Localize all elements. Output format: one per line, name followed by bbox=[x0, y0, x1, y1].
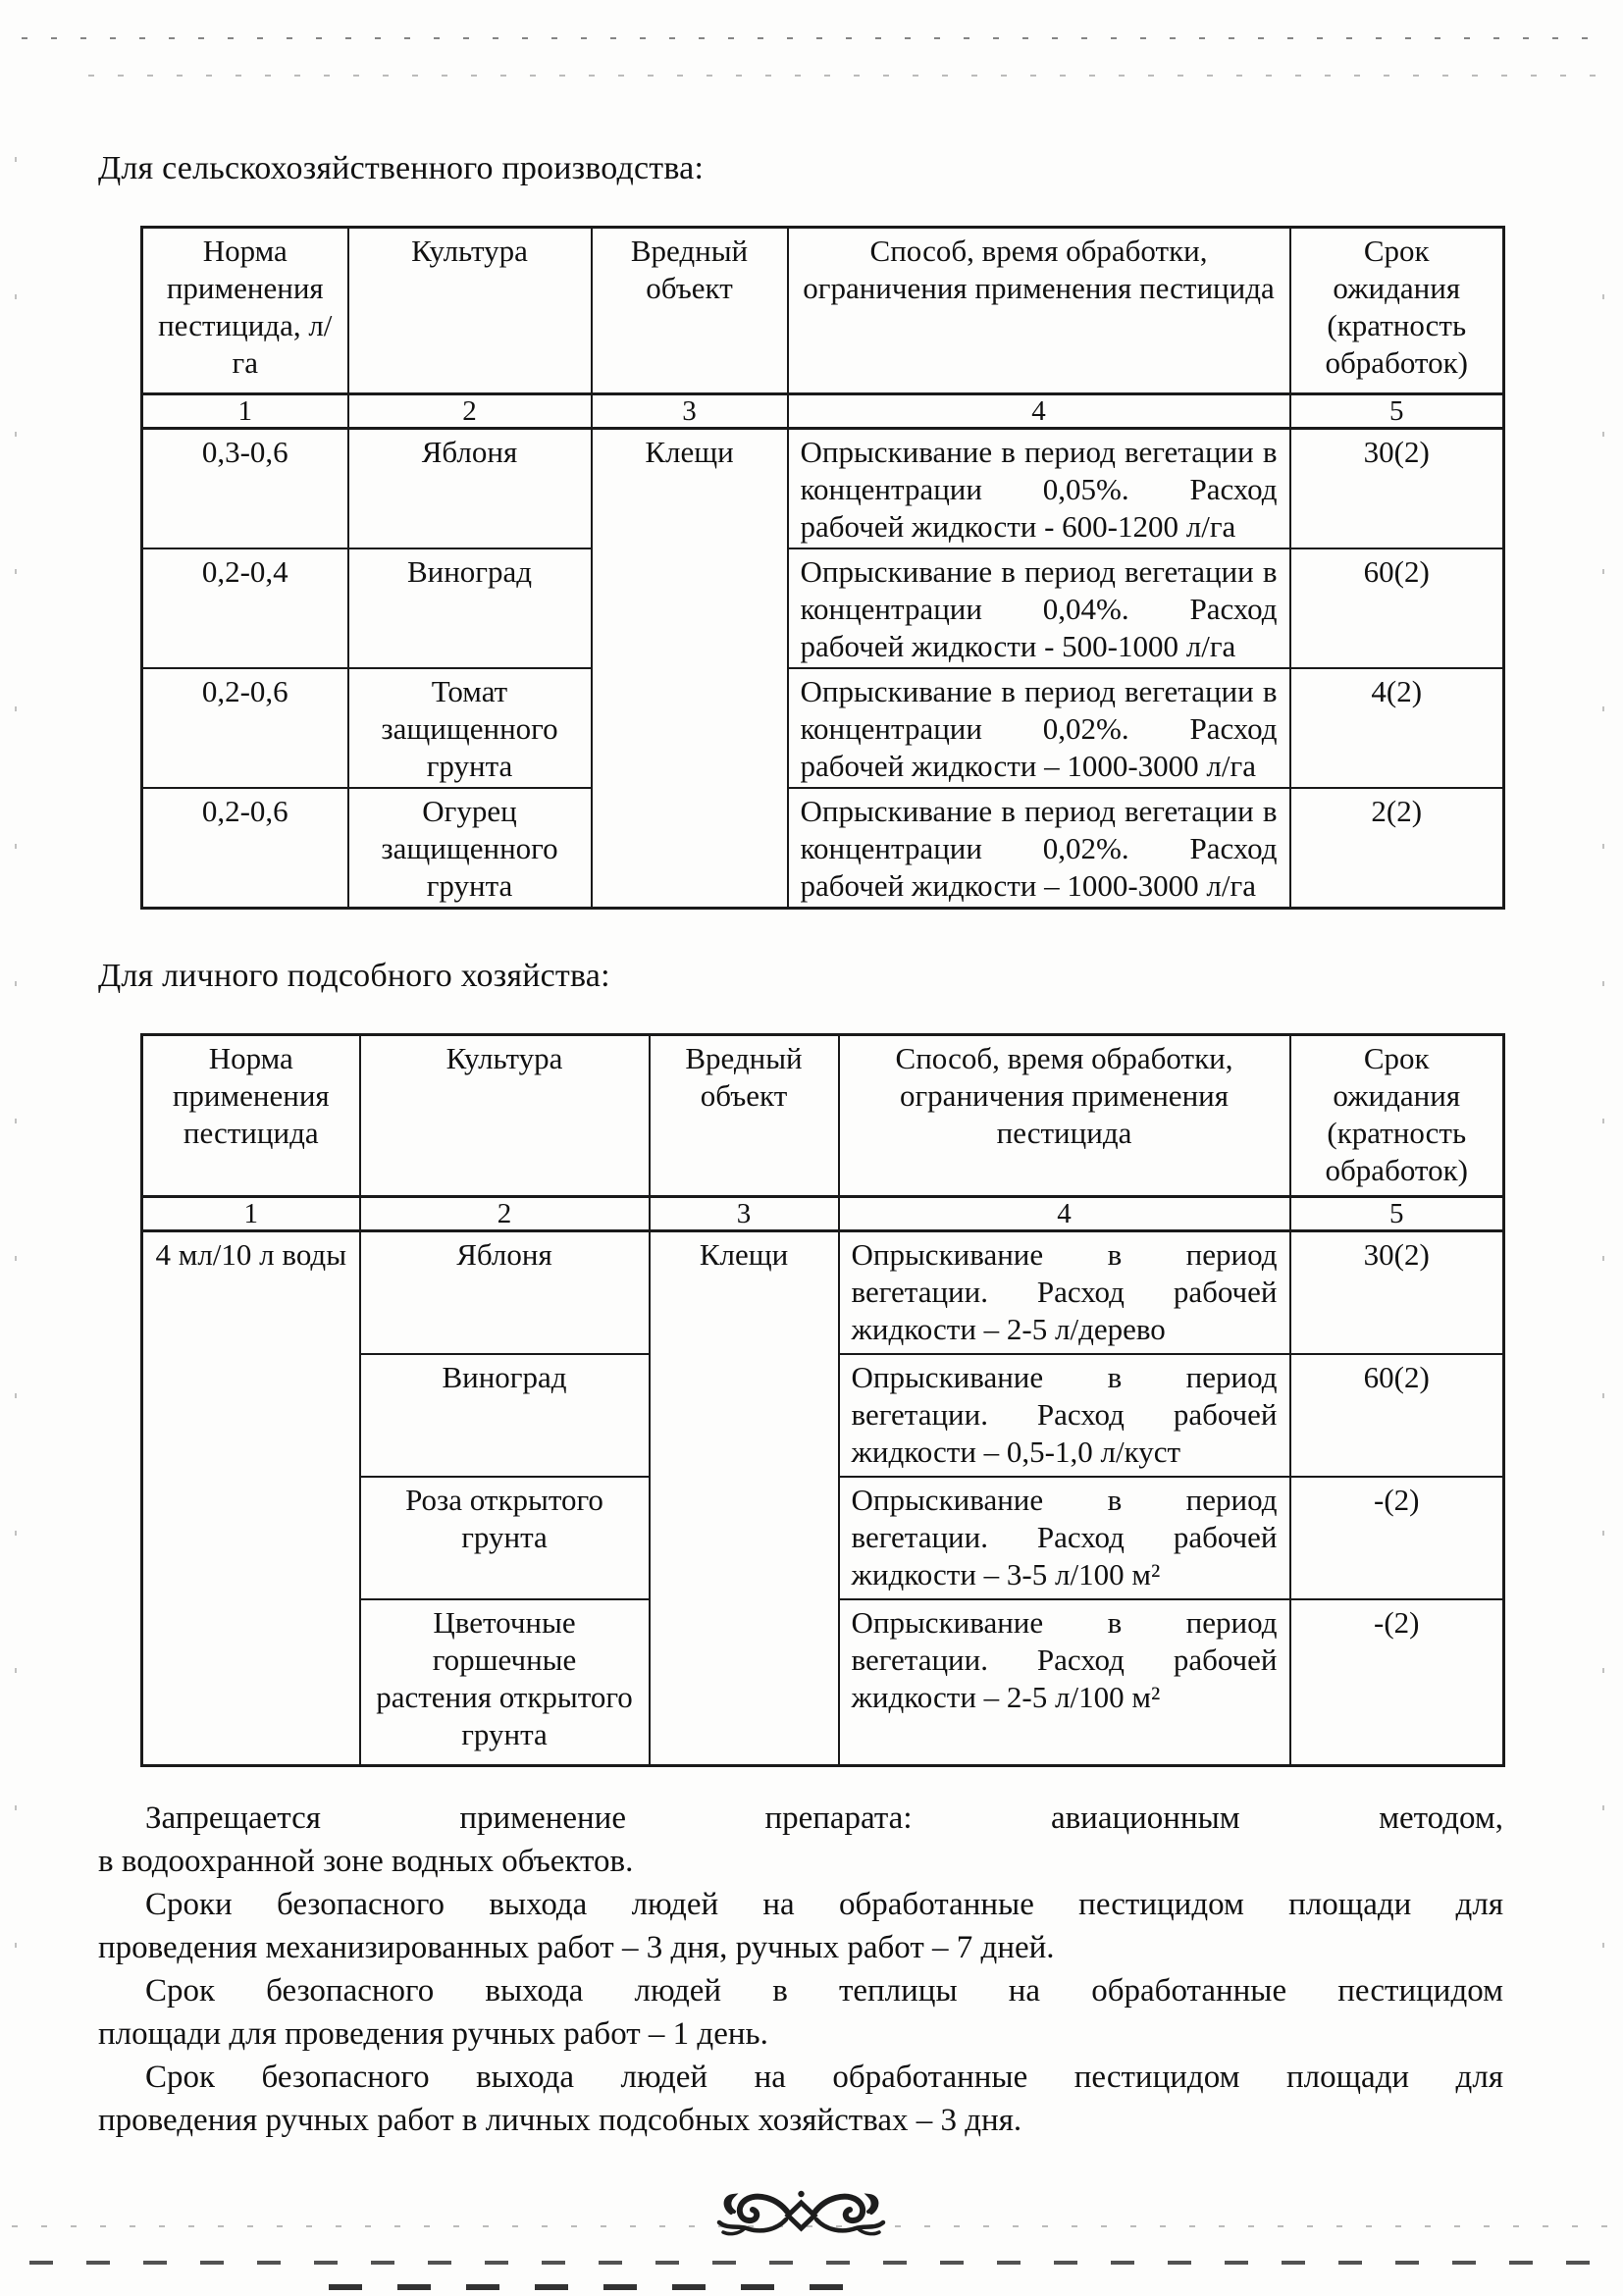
cell-waiting-period: -(2) bbox=[1290, 1599, 1504, 1766]
cell-culture: Виноград bbox=[348, 548, 592, 668]
cell-norm: 0,2-0,6 bbox=[142, 788, 348, 909]
column-header-culture: Культура bbox=[348, 228, 592, 394]
paragraph-line: Сроки безопасного выхода людей на обработанные пестицидом площади для bbox=[145, 1887, 1503, 1922]
cell-culture: Огурец защищенного грунта bbox=[348, 788, 592, 909]
agricultural-use-table bbox=[140, 226, 1505, 910]
paragraph-line: в водоохранной зоне водных объектов. bbox=[98, 1844, 634, 1879]
cell-waiting-period: 30(2) bbox=[1290, 429, 1504, 549]
cell-norm: 0,3-0,6 bbox=[142, 429, 348, 549]
column-header-norm: Норма применения пестицида, л/га bbox=[142, 228, 348, 394]
column-number: 3 bbox=[592, 394, 788, 429]
footnotes-block bbox=[98, 1797, 1503, 2142]
paragraph-line: Запрещается применение препарата: авиационным методом, bbox=[145, 1800, 1503, 1836]
column-number-row bbox=[142, 394, 1504, 429]
cell-culture: Роза открытого грунта bbox=[360, 1477, 650, 1599]
cell-method: Опрыскивание в период вегетации. Расход рабочей жидкости – 3-5 л/100 м² bbox=[839, 1477, 1290, 1599]
paragraph bbox=[98, 2056, 1503, 2142]
cell-method: Опрыскивание в период вегетации. Расход рабочей жидкости – 2-5 л/дерево bbox=[839, 1231, 1290, 1354]
column-number: 1 bbox=[142, 1197, 360, 1231]
column-header-method: Способ, время обработки, ограничения применения пестицида bbox=[788, 228, 1290, 394]
cell-culture: Томат защищенного грунта bbox=[348, 668, 592, 788]
cell-method: Опрыскивание в период вегетации в концентрации 0,04%. Расход рабочей жидкости - 500-1000 л/га bbox=[788, 548, 1290, 668]
cell-waiting-period: 4(2) bbox=[1290, 668, 1504, 788]
column-header-culture: Культура bbox=[360, 1035, 650, 1197]
column-header-pest-object: Вредный объект bbox=[650, 1035, 839, 1197]
paragraph bbox=[98, 1883, 1503, 1969]
cell-waiting-period: -(2) bbox=[1290, 1477, 1504, 1599]
cell-culture: Яблоня bbox=[360, 1231, 650, 1354]
cell-method: Опрыскивание в период вегетации в концентрации 0,02%. Расход рабочей жидкости – 1000-3000 л/га bbox=[788, 668, 1290, 788]
cell-method: Опрыскивание в период вегетации. Расход рабочей жидкости – 0,5-1,0 л/куст bbox=[839, 1354, 1290, 1477]
table-row bbox=[142, 548, 1504, 668]
paragraph-line: площади для проведения ручных работ – 1 день. bbox=[98, 2016, 768, 2052]
cell-method: Опрыскивание в период вегетации в концентрации 0,05%. Расход рабочей жидкости - 600-1200 л/га bbox=[788, 429, 1290, 549]
cell-method: Опрыскивание в период вегетации. Расход рабочей жидкости – 2-5 л/100 м² bbox=[839, 1599, 1290, 1766]
paragraph bbox=[98, 1797, 1503, 1883]
column-number: 5 bbox=[1290, 1197, 1504, 1231]
table-row bbox=[142, 1231, 1504, 1354]
column-number: 3 bbox=[650, 1197, 839, 1231]
cell-culture: Яблоня bbox=[348, 429, 592, 549]
paragraph bbox=[98, 1969, 1503, 2056]
paragraph-line: проведения ручных работ в личных подсобных хозяйствах – 3 дня. bbox=[98, 2103, 1022, 2138]
paragraph-line: Срок безопасного выхода людей в теплицы на обработанные пестицидом bbox=[145, 1973, 1503, 2009]
cell-norm: 0,2-0,4 bbox=[142, 548, 348, 668]
cell-norm: 0,2-0,6 bbox=[142, 668, 348, 788]
cell-norm-merged: 4 мл/10 л воды bbox=[142, 1231, 360, 1766]
paragraph-line: Срок безопасного выхода людей на обработанные пестицидом площади для bbox=[145, 2060, 1503, 2095]
column-header-pest-object: Вредный объект bbox=[592, 228, 788, 394]
household-use-table bbox=[140, 1033, 1505, 1767]
cell-waiting-period: 2(2) bbox=[1290, 788, 1504, 909]
column-number: 4 bbox=[839, 1197, 1290, 1231]
table-row bbox=[142, 429, 1504, 549]
column-header-waiting-period: Срок ожидания (кратность обработок) bbox=[1290, 228, 1504, 394]
cell-waiting-period: 60(2) bbox=[1290, 1354, 1504, 1477]
cell-pest-object: Клещи bbox=[592, 429, 788, 909]
cell-method: Опрыскивание в период вегетации в концентрации 0,02%. Расход рабочей жидкости – 1000-3000 л/га bbox=[788, 788, 1290, 909]
ornament-icon bbox=[715, 2187, 887, 2245]
cell-waiting-period: 30(2) bbox=[1290, 1231, 1504, 1354]
column-number: 2 bbox=[348, 394, 592, 429]
column-number-row bbox=[142, 1197, 1504, 1231]
table-header-row bbox=[142, 1035, 1504, 1197]
column-number: 2 bbox=[360, 1197, 650, 1231]
table-row bbox=[142, 788, 1504, 909]
paragraph-line: проведения механизированных работ – 3 дня, ручных работ – 7 дней. bbox=[98, 1930, 1055, 1965]
column-number: 4 bbox=[788, 394, 1290, 429]
column-number: 1 bbox=[142, 394, 348, 429]
column-header-waiting-period: Срок ожидания (кратность обработок) bbox=[1290, 1035, 1504, 1197]
column-header-norm: Норма применения пестицида bbox=[142, 1035, 360, 1197]
cell-pest-object: Клещи bbox=[650, 1231, 839, 1766]
section-heading-agricultural: Для сельскохозяйственного производства: bbox=[98, 150, 705, 186]
scan-artifact-bottom-blob bbox=[329, 2284, 859, 2290]
cell-culture: Цветочные горшечные растения открытого грунта bbox=[360, 1599, 650, 1766]
column-header-method: Способ, время обработки, ограничения применения пестицида bbox=[839, 1035, 1290, 1197]
cell-waiting-period: 60(2) bbox=[1290, 548, 1504, 668]
cell-culture: Виноград bbox=[360, 1354, 650, 1477]
table-row bbox=[142, 668, 1504, 788]
scan-artifact-bottom-line-2 bbox=[29, 2261, 1599, 2265]
table-header-row bbox=[142, 228, 1504, 394]
section-heading-household: Для личного подсобного хозяйства: bbox=[98, 958, 610, 994]
column-number: 5 bbox=[1290, 394, 1504, 429]
